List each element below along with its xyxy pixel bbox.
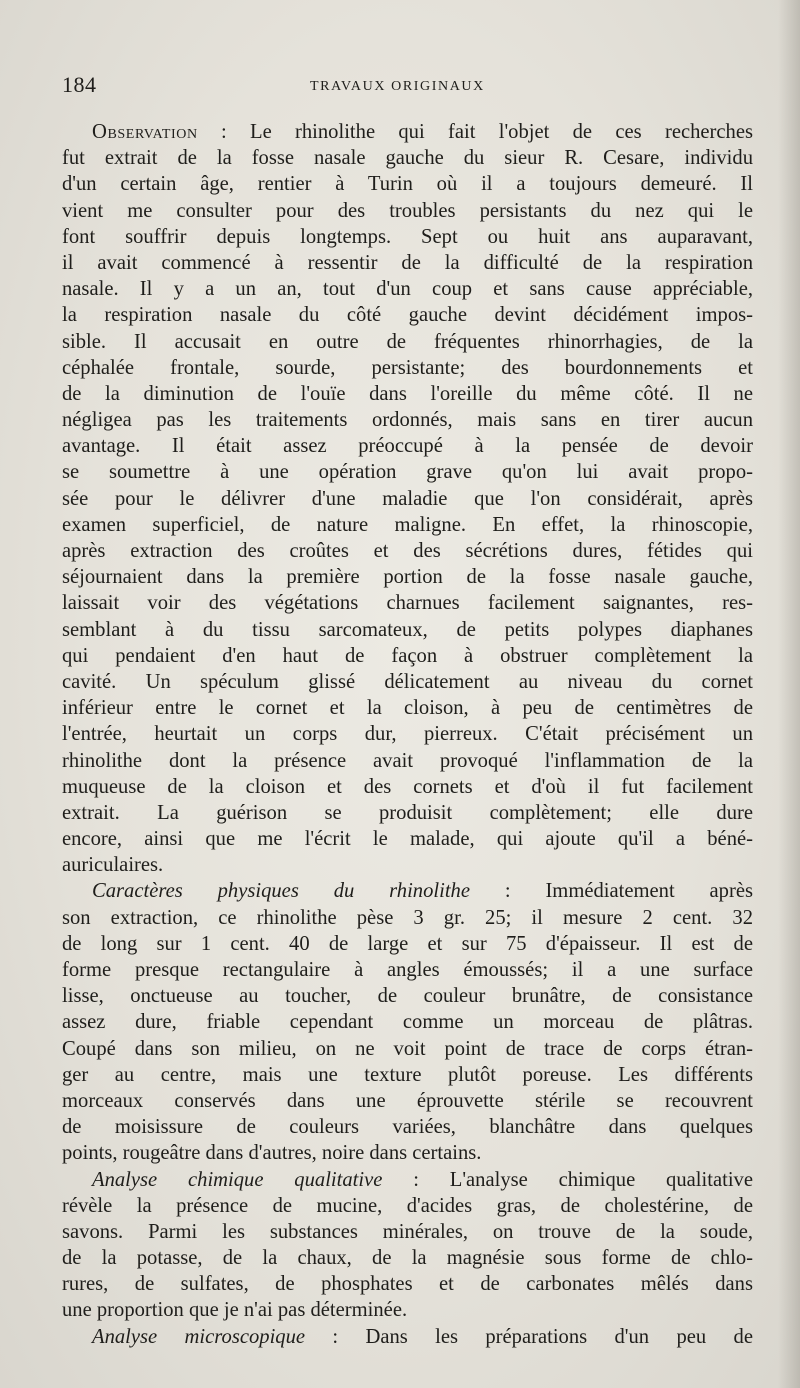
- text-span: : Immédiatement après: [470, 880, 753, 903]
- text-line: il avait commencé à ressentir de la difficulté de la respiration: [62, 251, 753, 274]
- text-line: de la potasse, de la chaux, de la magnésie sous forme de chlo-: [62, 1247, 753, 1270]
- text-line: révèle la présence de mucine, d'acides gras, de cholestérine, de: [62, 1194, 753, 1217]
- text-line: [62, 1324, 753, 1350]
- paragraph-physical-characteristics: [62, 878, 753, 1166]
- text-line: son extraction, ce rhinolithe pèse 3 gr. 25; il mesure 2 cent. 32: [62, 906, 753, 929]
- text-line: Coupé dans son milieu, on ne voit point de trace de corps étran-: [62, 1037, 753, 1060]
- paragraph-microscopic-analysis: [62, 1324, 753, 1350]
- text-line: rures, de sulfates, de phosphates et de carbonates mêlés dans: [62, 1273, 753, 1296]
- text-line: sible. Il accusait en outre de fréquentes rhinorrhagies, de la: [62, 330, 753, 353]
- text-line: rhinolithe dont la présence avait provoqué l'inflammation de la: [62, 749, 753, 772]
- text-line: la respiration nasale du côté gauche devint décidément impos-: [62, 304, 753, 327]
- text-line: extrait. La guérison se produisit complètement; elle dure: [62, 801, 753, 824]
- text-line: vient me consulter pour des troubles persistants du nez qui le: [62, 199, 753, 222]
- text-line: auriculaires.: [62, 854, 164, 877]
- text-line: [62, 878, 753, 904]
- text-span: : Dans les préparations d'un peu de: [305, 1325, 753, 1348]
- text-line: se soumettre à une opération grave qu'on lui avait propo-: [62, 461, 753, 484]
- text-line: une proportion que je n'ai pas déterminée.: [62, 1299, 408, 1322]
- text-line: assez dure, friable cependant comme un morceau de plâtras.: [62, 1011, 753, 1034]
- body-text: [62, 119, 753, 1350]
- text-line: ger au centre, mais une texture plutôt poreuse. Les différents: [62, 1063, 753, 1086]
- text-line: qui pendaient d'en haut de façon à obstruer complètement la: [62, 644, 753, 667]
- text-line: de long sur 1 cent. 40 de large et sur 75 d'épaisseur. Il est de: [62, 932, 753, 955]
- text-line: points, rougeâtre dans d'autres, noire dans certains.: [62, 1142, 482, 1165]
- text-line: [62, 119, 753, 145]
- text-line: forme presque rectangulaire à angles émoussés; il a une surface: [62, 959, 753, 981]
- page-number: 184: [62, 72, 97, 97]
- text-line: sée pour le délivrer d'une maladie que l'on considérait, après: [62, 487, 753, 510]
- text-line: morceaux conservés dans une éprouvette stérile se recouvrent: [62, 1089, 753, 1112]
- text-line: après extraction des croûtes et des sécrétions dures, fétides qui: [62, 540, 753, 562]
- text-line: fut extrait de la fosse nasale gauche du sieur R. Cesare, individu: [62, 147, 753, 170]
- page-edge-shadow: [778, 0, 800, 1388]
- text-line: cavité. Un spéculum glissé délicatement au niveau du cornet: [62, 670, 753, 693]
- running-head: TRAVAUX ORIGINAUX: [310, 79, 485, 94]
- text-line: d'un certain âge, rentier à Turin où il a toujours demeuré. Il: [62, 173, 753, 196]
- text-line: laissait voir des végétations charnues facilement saignantes, res-: [62, 592, 753, 615]
- text-line: examen superficiel, de nature maligne. En effet, la rhinoscopie,: [62, 513, 753, 536]
- text-line: céphalée frontale, sourde, persistante; des bourdonnements et: [62, 356, 753, 379]
- text-line: séjournaient dans la première portion de la fosse nasale gauche,: [62, 566, 753, 589]
- text-line: semblant à du tissu sarcomateux, de petits polypes diaphanes: [62, 618, 753, 641]
- text-line: inférieur entre le cornet et la cloison, à peu de centimètres de: [62, 697, 753, 720]
- text-line: avantage. Il était assez préoccupé à la pensée de devoir: [62, 435, 753, 458]
- text-line: muqueuse de la cloison et des cornets et d'où il fut facilement: [62, 775, 753, 798]
- text-line: font souffrir depuis longtemps. Sept ou huit ans auparavant,: [62, 225, 753, 248]
- page-header: [62, 72, 752, 102]
- text-line: [62, 1167, 753, 1193]
- text-line: l'entrée, heurtait un corps dur, pierreux. C'était précisément un: [62, 723, 753, 746]
- section-label: Caractères physiques du rhinolithe: [92, 880, 470, 903]
- text-line: négligea pas les traitements ordonnés, mais sans en tirer aucun: [62, 409, 753, 432]
- text-line: lisse, onctueuse au toucher, de couleur brunâtre, de consistance: [62, 985, 753, 1008]
- section-label: Analyse chimique qualitative: [92, 1168, 383, 1191]
- text-line: savons. Parmi les substances minérales, on trouve de la soude,: [62, 1220, 753, 1243]
- text-line: nasale. Il y a un an, tout d'un coup et sans cause appréciable,: [62, 278, 753, 301]
- paragraph-observation: [62, 119, 753, 878]
- section-label: Observation: [92, 121, 198, 143]
- text-span: : Le rhinolithe qui fait l'objet de ces recherches: [197, 121, 753, 143]
- section-label: Analyse microscopique: [92, 1325, 306, 1348]
- text-span: : L'analyse chimique qualitative: [382, 1168, 753, 1191]
- text-line: de moisissure de couleurs variées, blanchâtre dans quelques: [62, 1116, 753, 1139]
- paragraph-chemical-analysis: [62, 1167, 753, 1324]
- text-line: encore, ainsi que me l'écrit le malade, qui ajoute qu'il a béné-: [62, 828, 753, 851]
- text-line: de la diminution de l'ouïe dans l'oreille du même côté. Il ne: [62, 382, 753, 405]
